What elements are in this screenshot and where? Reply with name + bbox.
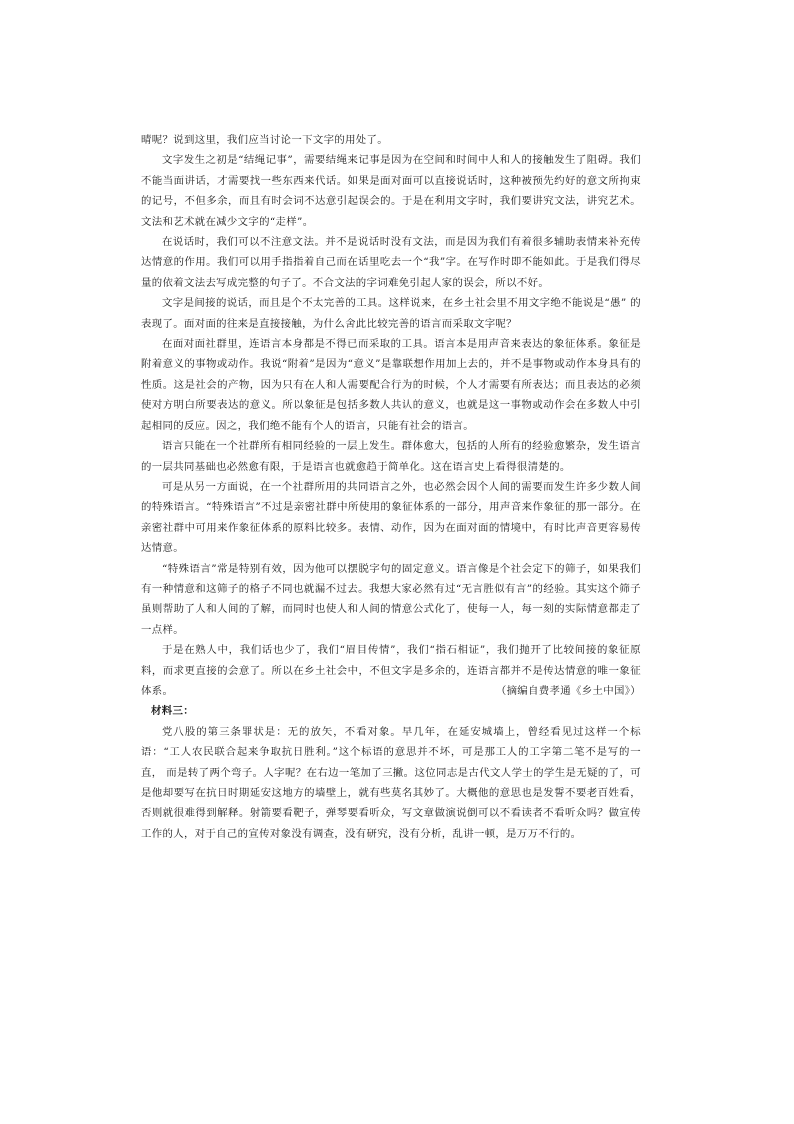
paragraph-symbol-system: 在面对面社群里，连语言本身都是不得已而采取的工具。语言本是用声音来表达的象征体系。象征是附着意义的事物或动作。我说“附着”是因为“意义”是靠联想作用加上去的，并不是事物或动作本身具有的性质。这是社会的产物，因为只有在人和人需要配合行为的时候，个人才需要有所表达；而且表达的必须使对方明白所要表达的意义。所以象征是包括多数人共认的意义，也就是这一事物或动作会在多数人中引起相同的反应。因之，我们绝不能有个人的语言，只能有社会的语言。 (141, 338, 641, 432)
paragraph-material-3: 党八股的第三条罪状是：无的放矢，不看对象。早几年，在延安城墙上，曾经看见过这样一个标语：“工人农民联合起来争取抗日胜利。”这个标语的意思并不坏，可是那工人的工字第二笔不是写的一直， 而是转了两个弯子。人字呢？在右边一笔加了三撇。这位同志是古代文人学士的学生是无疑的了，可是他却要写在抗日时期延安这地方的墙壁上，就有些莫名其妙了。大概他的意思也是发誓不要老百姓看，否则就很难得到解释。射箭要看靶子，弹琴要看听众，写文章做演说倒可以不看读者不看听众吗？做宣传工作的人，对于自己的宣传对象没有调查，没有研究，没有分析，乱讲一顿，是万万不行的。 (141, 725, 641, 840)
paragraph-writing-origin: 文字发生之初是“结绳记事”，需要结绳来记事是因为在空间和时间中人和人的接触发生了阻碍。我们不能当面讲话，才需要找一些东西来代话。如果是面对面可以直接说话时，这种被预先约好的意文所拘束的记号，不但多余，而且有时会词不达意引起误会的。于是在利用文字时，我们要讲究文法，讲究艺术。文法和艺术就在减少文字的“走样”。 (141, 154, 641, 228)
paragraph-continuation: 晴呢？说到这里，我们应当讨论一下文字的用处了。 (141, 134, 389, 146)
source-citation: （摘编自费孝通《乡土中国》） (495, 684, 641, 697)
paragraph-special-language: 可是从另一方面说，在一个社群所用的共同语言之外，也必然会因个人间的需要而发生许多少数人间的特殊语言。“特殊语言”不过是亲密社群中所使用的象征体系的一部分，用声音来作象征的那一部分。在亲密社群中可用来作象征体系的原料比较多。表情、动作，因为在面对面的情境中，有时比声音更容易传达情意。 (141, 480, 641, 555)
section-heading-material-3: 材料三： (151, 705, 194, 718)
document-body (141, 130, 641, 844)
paragraph-indirect-speech: 文字是间接的说话，而且是个不太完善的工具。这样说来，在乡土社会里不用文字绝不能说是“愚” 的表现了。面对面的往来是直接接触，为什么舍此比较完善的语言而采取文字呢？ (141, 297, 641, 330)
paragraph-sieve: “特殊语言”常是特别有效，因为他可以摆脱字句的固定意义。语言像是个社会定下的筛子，如果我们有一种情意和这筛子的格子不同也就漏不过去。我想大家必然有过“无言胜似有言”的经验。其实这个筛子虽则帮助了人和人间的了解，而同时也使人和人间的情意公式化了，使每一人，每一刻的实际情意都走了一点样。 (141, 562, 641, 636)
paragraph-acquaintances: 于是在熟人中，我们话也少了，我们“眉目传情”，我们“指石相证”，我们抛开了比较间接的象征原料，而求更直接的会意了。所以在乡土社会中，不但文字是多余的，连语言都并不是传达情意的唯一象征体系。 (141, 644, 641, 697)
paragraph-grammar: 在说话时，我们可以不注意文法。并不是说话时没有文法，而是因为我们有着很多辅助表情来补充传达情意的作用。我们可以用手指指着自己而在话里吃去一个“我”字。在写作时即不能如此。于是我们得尽量的依着文法去写成完整的句子了。不合文法的字词难免引起人家的误会，所以不好。 (141, 236, 641, 289)
paragraph-common-experience: 语言只能在一个社群所有相同经验的一层上发生。群体愈大，包括的人所有的经验愈繁杂，发生语言的一层共同基础也必然愈有限，于是语言也就愈趋于简单化。这在语言史上看得很清楚的。 (141, 440, 641, 473)
